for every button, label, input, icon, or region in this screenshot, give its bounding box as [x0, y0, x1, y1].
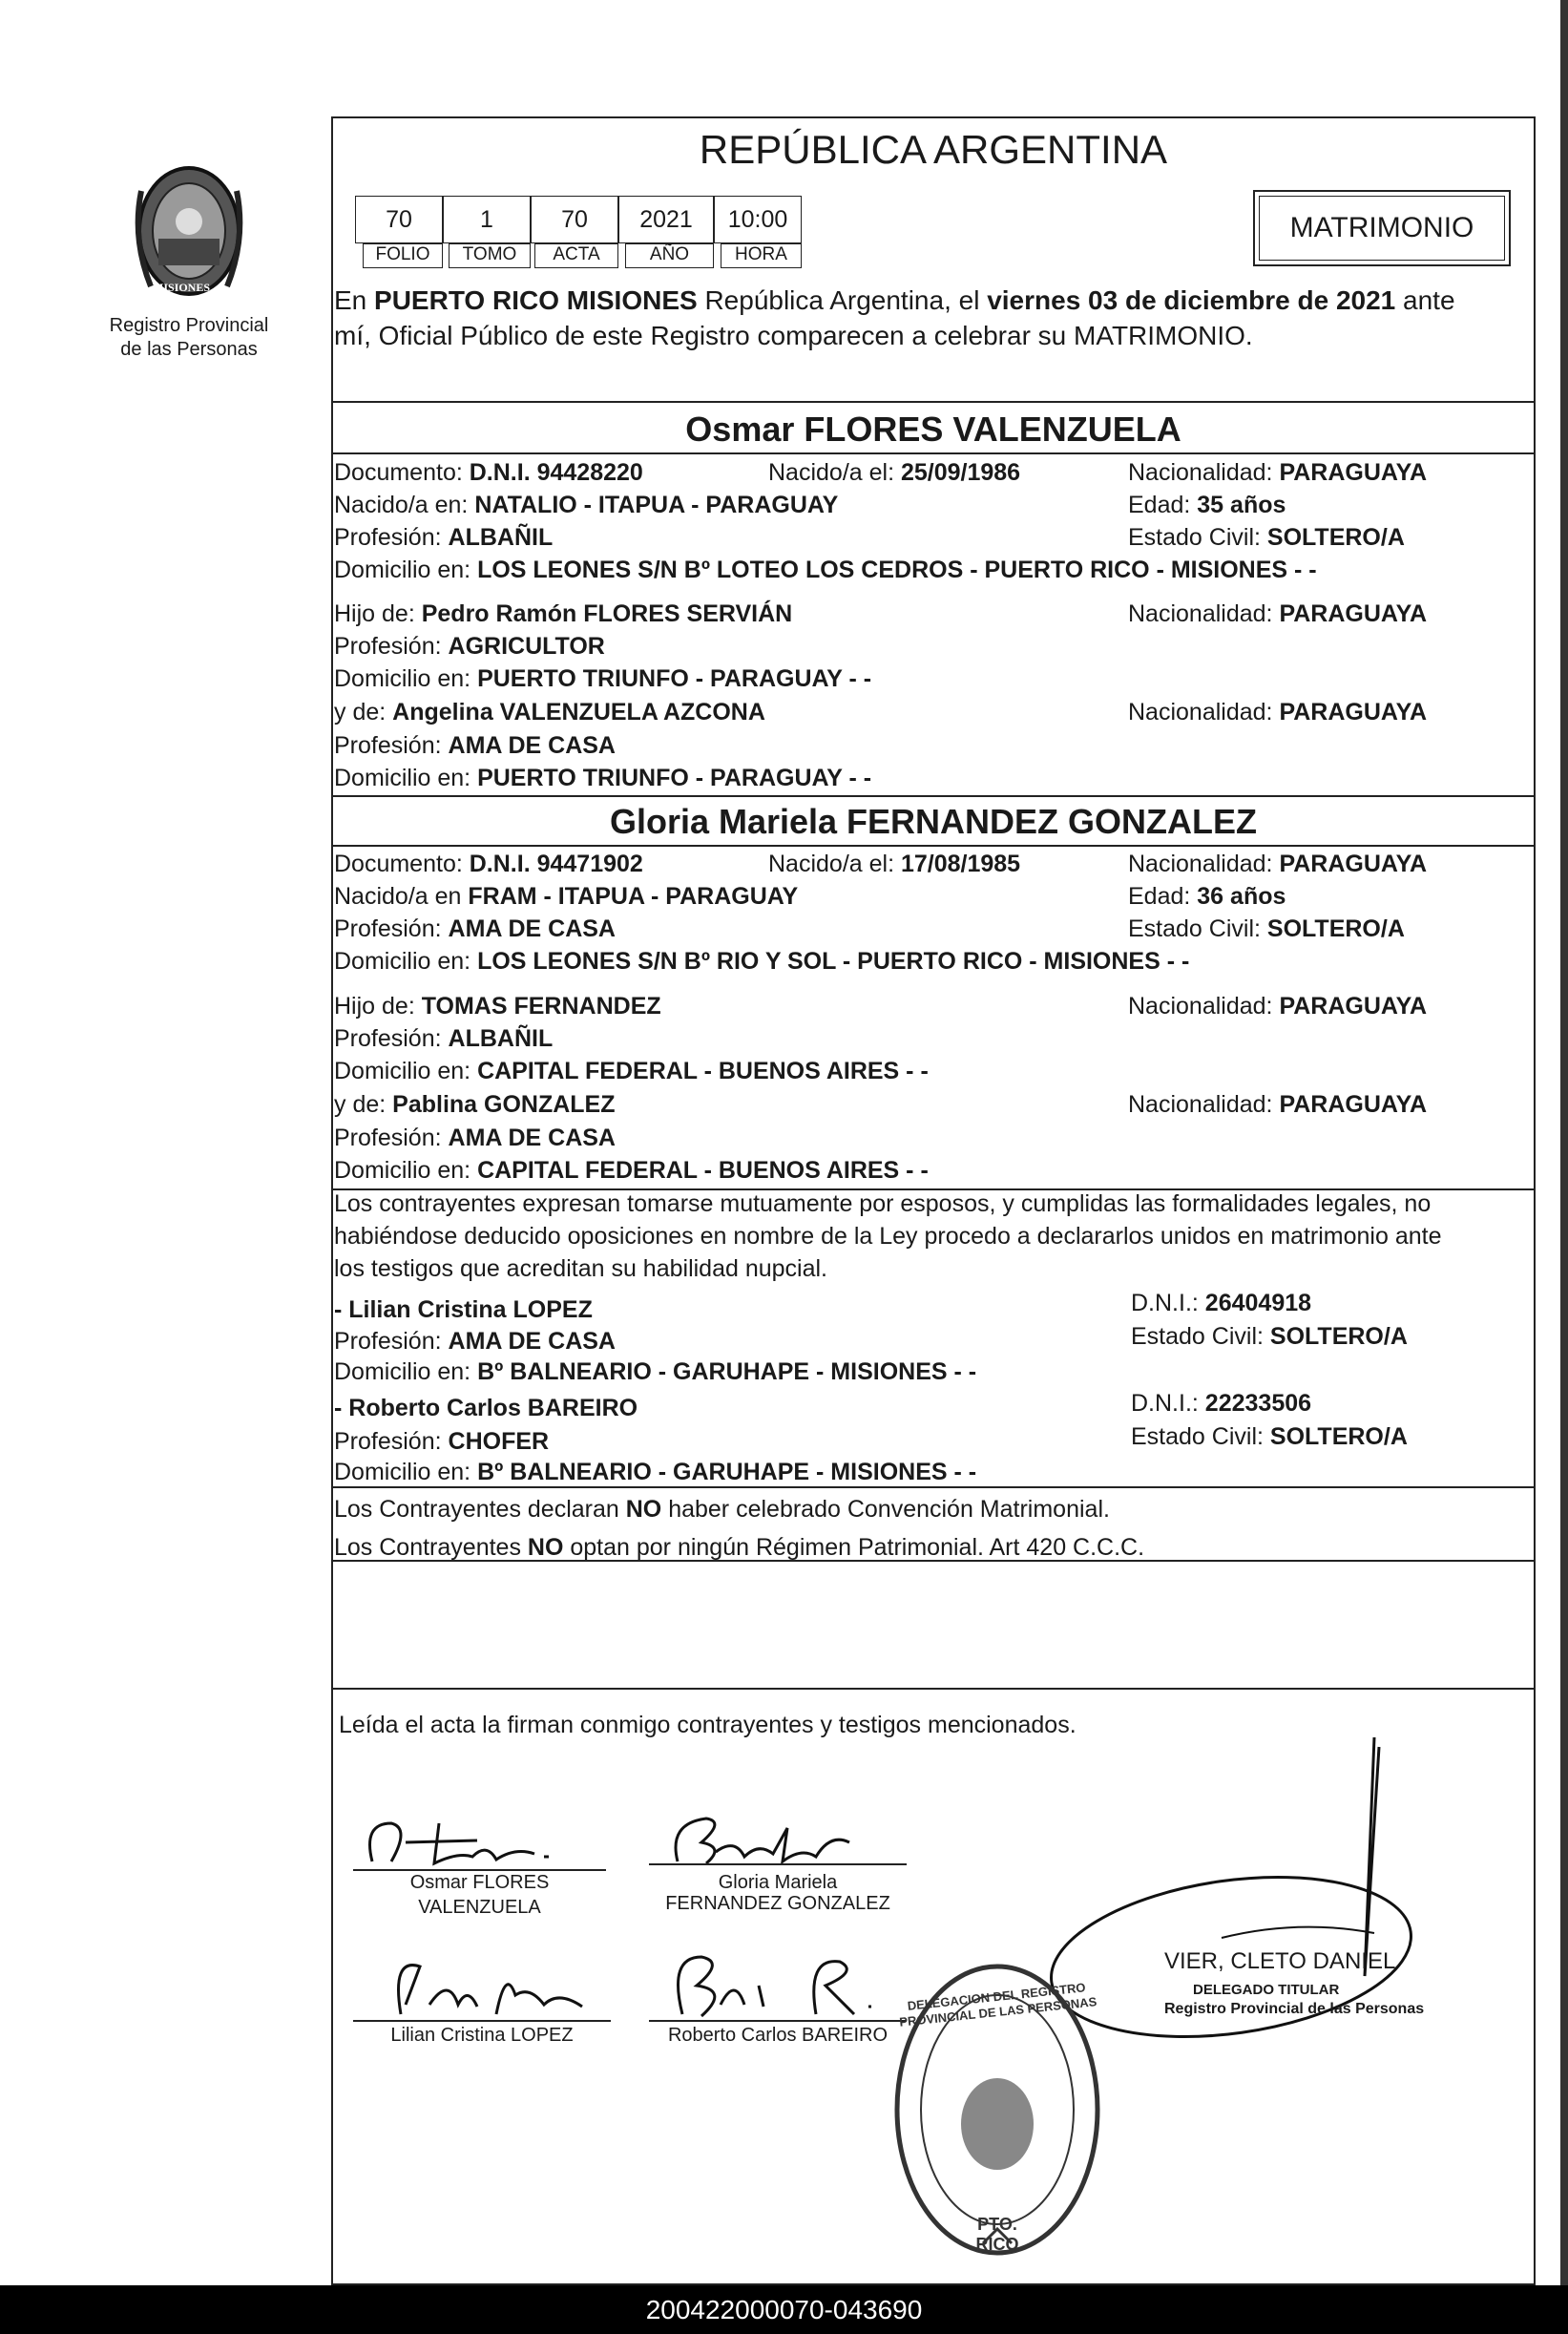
signature-roberto — [654, 1938, 921, 2033]
ano-value: 2021 — [618, 196, 714, 243]
divider — [331, 1486, 1536, 1488]
spouse2-nat: Nacionalidad: PARAGUAYA — [1128, 851, 1428, 877]
witness1-prof: Profesión: AMA DE CASA — [334, 1328, 616, 1355]
acta-label: ACTA — [534, 243, 618, 268]
tomo-label: TOMO — [449, 243, 531, 268]
regime-line-1: Los Contrayentes declaran NO haber celebrado Convención Matrimonial. — [334, 1496, 1110, 1523]
spouse1-mother-nat: Nacionalidad: PARAGUAYA — [1128, 699, 1428, 725]
regime-line-2: Los Contrayentes NO optan por ningún Régimen Patrimonial. Art 420 C.C.C. — [334, 1534, 1145, 1561]
spouse2-mother-nat: Nacionalidad: PARAGUAYA — [1128, 1091, 1428, 1118]
spouse2-born: Nacido/a el: 17/08/1985 — [768, 851, 1021, 877]
signature-line — [649, 2020, 907, 2022]
witness1-civil: Estado Civil: SOLTERO/A — [1131, 1323, 1408, 1350]
spouse2-addr: Domicilio en: LOS LEONES S/N Bº RIO Y SOL - PUERTO RICO - MISIONES - - — [334, 948, 1190, 975]
spouse2-name: Gloria Mariela FERNANDEZ GONZALEZ — [609, 802, 1258, 841]
emblem-seal-bottom: MISIONES — [153, 281, 211, 294]
stamp-bottom: PTO. RICO — [975, 2215, 1019, 2254]
spouse2-father-addr: Domicilio en: CAPITAL FEDERAL - BUENOS AIRES - - — [334, 1058, 929, 1084]
official-name: VIER, CLETO DANIEL — [1164, 1948, 1396, 1974]
sig1-name-2: VALENZUELA — [418, 1897, 541, 1918]
divider — [331, 401, 1536, 403]
folio-label: FOLIO — [363, 243, 443, 268]
spouse1-father-prof: Profesión: AGRICULTOR — [334, 633, 605, 660]
document-title: REPÚBLICA ARGENTINA — [699, 127, 1168, 172]
witness2-civil: Estado Civil: SOLTERO/A — [1131, 1423, 1408, 1450]
spouse1-mother: y de: Angelina VALENZUELA AZCONA — [334, 699, 765, 725]
spouse1-doc: Documento: D.N.I. 94428220 — [334, 459, 643, 486]
divider — [331, 845, 1536, 847]
intro-line-2: mí, Oficial Público de este Registro comparecen a celebrar su MATRIMONIO. — [334, 321, 1253, 350]
spouse1-born: Nacido/a el: 25/09/1986 — [768, 459, 1021, 486]
divider — [331, 795, 1536, 797]
spouse2-mother-addr: Domicilio en: CAPITAL FEDERAL - BUENOS AIRES - - — [334, 1157, 929, 1184]
signature-gloria — [649, 1804, 897, 1881]
official-office: Registro Provincial de las Personas — [1164, 2001, 1425, 2017]
scan-edge — [1560, 0, 1568, 2285]
declaration-line-1: Los contrayentes expresan tomarse mutuamente por esposos, y cumplidas las formalidades legales, no — [334, 1190, 1432, 1217]
intro-line-1: En PUERTO RICO MISIONES República Argentina, el viernes 03 de diciembre de 2021 ante — [334, 285, 1455, 315]
signature-line — [353, 2020, 611, 2022]
acta-value: 70 — [531, 196, 618, 243]
spouse1-name: Osmar FLORES VALENZUELA — [685, 410, 1181, 449]
spouse1-father-addr: Domicilio en: PUERTO TRIUNFO - PARAGUAY - - — [334, 665, 872, 692]
spouse2-civil: Estado Civil: SOLTERO/A — [1128, 915, 1405, 942]
spouse2-birthplace: Nacido/a en FRAM - ITAPUA - PARAGUAY — [334, 883, 799, 910]
emblem-caption-2: de las Personas — [120, 339, 258, 360]
spouse2-father-prof: Profesión: ALBAÑIL — [334, 1025, 554, 1052]
spouse2-father-nat: Nacionalidad: PARAGUAYA — [1128, 993, 1428, 1020]
spouse2-doc: Documento: D.N.I. 94471902 — [334, 851, 643, 877]
divider — [331, 452, 1536, 454]
sig3-name: Lilian Cristina LOPEZ — [390, 2025, 574, 2046]
spouse1-civil: Estado Civil: SOLTERO/A — [1128, 524, 1405, 551]
witness1-dni: D.N.I.: 26404918 — [1131, 1290, 1312, 1316]
spouse1-mother-prof: Profesión: AMA DE CASA — [334, 732, 616, 759]
act-type: MATRIMONIO — [1259, 196, 1505, 261]
spouse2-father: Hijo de: TOMAS FERNANDEZ — [334, 993, 661, 1020]
declaration-line-2: habiéndose deducido oposiciones en nombre de la Ley procedo a declararlos unidos en matrimonio ante — [334, 1223, 1442, 1250]
witness2-prof: Profesión: CHOFER — [334, 1428, 550, 1455]
spouse1-mother-addr: Domicilio en: PUERTO TRIUNFO - PARAGUAY - - — [334, 765, 872, 791]
spouse1-prof: Profesión: ALBAÑIL — [334, 524, 554, 551]
spouse2-prof: Profesión: AMA DE CASA — [334, 915, 616, 942]
sig1-name-1: Osmar FLORES — [409, 1872, 550, 1893]
sig2-name-2: FERNANDEZ GONZALEZ — [665, 1893, 890, 1914]
folio-value: 70 — [355, 196, 443, 243]
spouse1-addr: Domicilio en: LOS LEONES S/N Bº LOTEO LOS CEDROS - PUERTO RICO - MISIONES - - — [334, 557, 1317, 583]
spouse1-age: Edad: 35 años — [1128, 492, 1286, 518]
witness2-addr: Domicilio en: Bº BALNEARIO - GARUHAPE - MISIONES - - — [334, 1459, 977, 1485]
spouse1-birthplace: Nacido/a en: NATALIO - ITAPUA - PARAGUAY — [334, 492, 839, 518]
divider — [331, 1688, 1536, 1690]
signature-line — [649, 1863, 907, 1865]
spouse2-mother-prof: Profesión: AMA DE CASA — [334, 1125, 616, 1151]
hora-value: 10:00 — [714, 196, 802, 243]
spouse1-father: Hijo de: Pedro Ramón FLORES SERVIÁN — [334, 600, 793, 627]
spouse2-age: Edad: 36 años — [1128, 883, 1286, 910]
official-role: DELEGADO TITULAR — [1193, 1982, 1340, 1998]
witness2-name: - Roberto Carlos BAREIRO — [334, 1395, 638, 1421]
spouse1-nat: Nacionalidad: PARAGUAYA — [1128, 459, 1428, 486]
footer-code: 200422000070-043690 — [0, 2285, 1568, 2334]
declaration-line-3: los testigos que acreditan su habilidad nupcial. — [334, 1255, 828, 1282]
ano-label: AÑO — [625, 243, 714, 268]
sig2-name-1: Gloria Mariela — [718, 1872, 838, 1893]
witness1-addr: Domicilio en: Bº BALNEARIO - GARUHAPE - MISIONES - - — [334, 1358, 977, 1385]
spouse2-mother: y de: Pablina GONZALEZ — [334, 1091, 616, 1118]
divider — [331, 1560, 1536, 1562]
hora-label: HORA — [721, 243, 802, 268]
witness1-name: - Lilian Cristina LOPEZ — [334, 1296, 593, 1323]
spouse1-father-nat: Nacionalidad: PARAGUAYA — [1128, 600, 1428, 627]
closing-text: Leída el acta la firman conmigo contrayentes y testigos mencionados. — [339, 1712, 1077, 1738]
stamp-text: DELEGACION DEL REGISTRO PROVINCIAL DE LAS PERSONAS — [898, 1980, 1098, 2029]
witness2-dni: D.N.I.: 22233506 — [1131, 1390, 1312, 1417]
act-type-box — [1253, 190, 1511, 266]
emblem-caption-1: Registro Provincial — [109, 315, 269, 336]
sig4-name: Roberto Carlos BAREIRO — [667, 2025, 889, 2046]
tomo-value: 1 — [443, 196, 531, 243]
